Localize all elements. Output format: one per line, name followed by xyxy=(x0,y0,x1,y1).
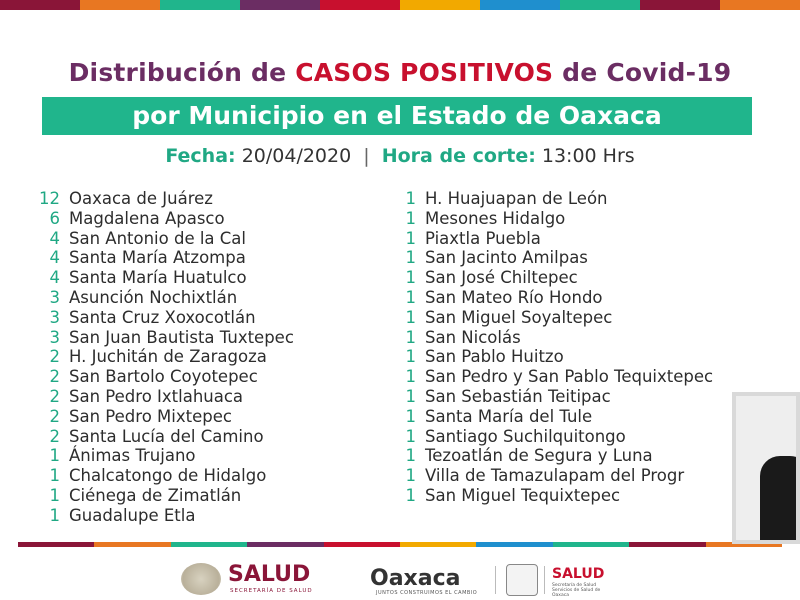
case-count: 6 xyxy=(49,208,60,228)
case-count: 2 xyxy=(49,367,60,387)
municipio-name: H. Huajuapan de León xyxy=(425,189,608,208)
municipio-row xyxy=(32,347,294,367)
stripe-segment xyxy=(324,542,400,547)
municipio-row xyxy=(388,446,713,466)
salud-federal-subtitle: SECRETARÍA DE SALUD xyxy=(230,588,313,594)
salud-federal-logo: SALUD xyxy=(228,562,311,587)
municipio-row xyxy=(388,427,713,447)
date-line xyxy=(0,145,800,167)
case-count: 1 xyxy=(405,189,416,208)
top-bar-segment xyxy=(320,0,400,10)
presenter-figure xyxy=(760,456,800,544)
case-count: 1 xyxy=(49,485,60,505)
municipio-row xyxy=(32,486,294,506)
municipio-name: Mesones Hidalgo xyxy=(425,208,566,228)
municipio-name: Asunción Nochixtlán xyxy=(69,287,238,307)
municipio-row xyxy=(32,466,294,486)
municipio-row xyxy=(32,308,294,328)
municipio-row xyxy=(32,248,294,268)
case-count: 1 xyxy=(49,505,60,525)
municipio-name: Santa Lucía del Camino xyxy=(69,426,264,446)
municipio-row xyxy=(388,387,713,407)
case-count: 1 xyxy=(405,426,416,446)
case-count: 2 xyxy=(49,426,60,446)
municipio-name: Santa María Atzompa xyxy=(69,248,246,268)
municipio-name: Ciénega de Zimatlán xyxy=(69,485,242,505)
top-bar-segment xyxy=(80,0,160,10)
fecha-label: Fecha: xyxy=(165,145,236,167)
top-color-bar xyxy=(0,0,800,10)
municipio-name: Santa María Huatulco xyxy=(69,268,247,288)
top-bar-segment xyxy=(640,0,720,10)
municipio-row xyxy=(32,367,294,387)
case-count: 1 xyxy=(49,466,60,486)
case-count: 1 xyxy=(405,466,416,486)
municipios-list-left xyxy=(32,189,294,526)
case-count: 4 xyxy=(49,268,60,288)
municipio-row xyxy=(32,268,294,288)
fecha-value: 20/04/2020 xyxy=(241,145,352,167)
municipio-name: San Jacinto Amilpas xyxy=(425,248,588,268)
municipio-name: San Miguel Soyaltepec xyxy=(425,307,613,327)
page-title xyxy=(0,58,800,87)
municipio-name: Guadalupe Etla xyxy=(69,505,196,525)
hora-label: Hora de corte: xyxy=(381,145,536,167)
municipio-row xyxy=(32,506,294,526)
case-count: 3 xyxy=(49,327,60,347)
municipio-name: San Mateo Río Hondo xyxy=(425,287,603,307)
municipio-name: San Sebastián Teitipac xyxy=(425,386,611,406)
municipio-name: Piaxtla Puebla xyxy=(425,228,541,248)
case-count: 1 xyxy=(405,208,416,228)
municipio-row xyxy=(388,328,713,348)
municipio-row xyxy=(388,189,713,209)
municipio-row xyxy=(388,288,713,308)
case-count: 3 xyxy=(49,307,60,327)
municipio-name: San Pedro y San Pablo Tequixtepec xyxy=(425,367,714,387)
case-count: 1 xyxy=(405,248,416,268)
municipio-row xyxy=(388,367,713,387)
municipio-row xyxy=(32,288,294,308)
municipio-name: Oaxaca de Juárez xyxy=(69,189,213,208)
case-count: 1 xyxy=(49,446,60,466)
case-count: 4 xyxy=(49,228,60,248)
top-bar-segment xyxy=(0,0,80,10)
oaxaca-logo: Oaxaca xyxy=(370,566,461,591)
municipio-name: San Pablo Huitzo xyxy=(425,347,564,367)
municipio-row xyxy=(388,466,713,486)
municipio-row xyxy=(32,387,294,407)
stripe-segment xyxy=(94,542,170,547)
hora-value: 13:00 Hrs xyxy=(541,145,635,167)
stripe-segment xyxy=(629,542,705,547)
logo-divider xyxy=(495,566,496,594)
municipio-row xyxy=(388,229,713,249)
municipio-name: San Pedro Mixtepec xyxy=(69,406,232,426)
municipio-row xyxy=(32,189,294,209)
municipio-name: Tezoatlán de Segura y Luna xyxy=(425,446,653,466)
title-part2: de Covid-19 xyxy=(553,58,732,87)
salud-estatal-logo: SALUD xyxy=(552,566,605,582)
title-part1: Distribución de xyxy=(68,58,296,87)
municipio-name: San José Chiltepec xyxy=(425,268,578,288)
municipio-name: Magdalena Apasco xyxy=(69,208,225,228)
date-separator: | xyxy=(363,145,370,167)
municipio-row xyxy=(32,209,294,229)
top-bar-segment xyxy=(560,0,640,10)
municipio-row xyxy=(388,347,713,367)
case-count: 1 xyxy=(405,307,416,327)
case-count: 1 xyxy=(405,327,416,347)
stripe-segment xyxy=(400,542,476,547)
footer-logos xyxy=(0,560,800,600)
mexico-seal-icon xyxy=(181,563,221,595)
bottom-color-stripe xyxy=(18,542,782,547)
top-bar-segment xyxy=(240,0,320,10)
case-count: 12 xyxy=(39,189,60,208)
municipio-name: Santiago Suchilquitongo xyxy=(425,426,626,446)
municipio-row xyxy=(388,209,713,229)
top-bar-segment xyxy=(720,0,800,10)
municipio-row xyxy=(388,248,713,268)
case-count: 1 xyxy=(405,268,416,288)
case-count: 3 xyxy=(49,287,60,307)
municipio-name: H. Juchitán de Zaragoza xyxy=(69,347,267,367)
municipio-name: San Pedro Ixtlahuaca xyxy=(69,386,244,406)
municipio-row xyxy=(388,308,713,328)
stripe-segment xyxy=(476,542,552,547)
top-bar-segment xyxy=(400,0,480,10)
municipio-name: San Miguel Tequixtepec xyxy=(425,485,621,505)
top-bar-segment xyxy=(160,0,240,10)
municipio-name: San Juan Bautista Tuxtepec xyxy=(69,327,294,347)
oaxaca-subtitle: JUNTOS CONSTRUIMOS EL CAMBIO xyxy=(376,590,478,596)
subtitle-banner: por Municipio en el Estado de Oaxaca xyxy=(42,97,752,135)
municipio-row xyxy=(32,407,294,427)
title-highlight: CASOS POSITIVOS xyxy=(295,58,554,87)
municipio-name: San Bartolo Coyotepec xyxy=(69,367,258,387)
case-count: 4 xyxy=(49,248,60,268)
case-count: 1 xyxy=(405,287,416,307)
municipio-name: Villa de Tamazulapam del Progr xyxy=(425,466,685,486)
case-count: 2 xyxy=(49,347,60,367)
municipio-row xyxy=(32,446,294,466)
oaxaca-shield-icon xyxy=(506,564,538,596)
municipio-row xyxy=(32,229,294,249)
case-count: 1 xyxy=(405,446,416,466)
stripe-segment xyxy=(247,542,323,547)
municipio-name: San Nicolás xyxy=(425,327,521,347)
case-count: 1 xyxy=(405,367,416,387)
salud-estatal-subtitle: Secretaría de Salud Servicios de Salud de Oaxaca xyxy=(552,583,601,598)
video-overlay xyxy=(732,392,800,544)
case-count: 1 xyxy=(405,347,416,367)
municipio-row xyxy=(388,268,713,288)
stripe-segment xyxy=(553,542,629,547)
municipio-row xyxy=(388,407,713,427)
municipio-name: Chalcatongo de Hidalgo xyxy=(69,466,267,486)
stripe-segment xyxy=(18,542,94,547)
municipio-name: Santa María del Tule xyxy=(425,406,593,426)
municipios-list-right xyxy=(388,189,713,506)
logo-divider xyxy=(544,566,545,594)
municipio-name: Santa Cruz Xoxocotlán xyxy=(69,307,256,327)
case-count: 1 xyxy=(405,406,416,426)
case-count: 1 xyxy=(405,485,416,505)
municipio-row xyxy=(32,427,294,447)
municipio-name: San Antonio de la Cal xyxy=(69,228,247,248)
case-count: 2 xyxy=(49,406,60,426)
stripe-segment xyxy=(171,542,247,547)
case-count: 1 xyxy=(405,386,416,406)
top-bar-segment xyxy=(480,0,560,10)
municipio-row xyxy=(388,486,713,506)
municipio-row xyxy=(32,328,294,348)
case-count: 2 xyxy=(49,386,60,406)
municipio-name: Ánimas Trujano xyxy=(69,446,196,466)
case-count: 1 xyxy=(405,228,416,248)
